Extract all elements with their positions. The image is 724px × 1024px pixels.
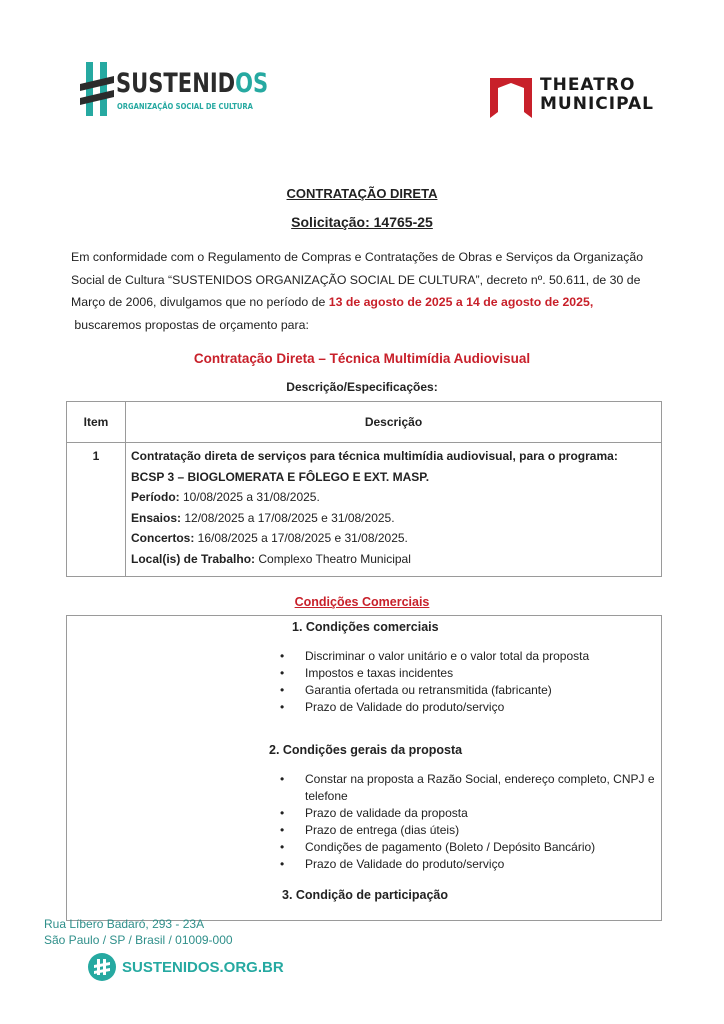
document-title: CONTRATAÇÃO DIRETA [286,186,438,201]
list-item: • Prazo de Validade do produto/serviço [280,699,640,716]
field-periodo: Período: 10/08/2025 a 31/08/2025. [131,490,320,505]
theatro-municipal-logo [490,72,660,122]
description-line1: Contratação direta de serviços para técnica multimídia audiovisual, para o programa: [131,449,618,463]
footer-address [44,916,233,948]
field-ensaios: Ensaios: 12/08/2025 a 17/08/2025 e 31/08/2025. [131,510,395,525]
conditions-title: Condições Comerciais [294,595,430,609]
theatro-line2: MUNICIPAL [540,94,654,114]
address-line2: São Paulo / SP / Brasil / 01009-000 [44,933,233,947]
list-item: • Prazo de validade da proposta [280,805,655,822]
sustenidos-wordmark: SUSTENIDOS [116,68,269,99]
service-subtitle: Contratação Direta – Técnica Multimídia Audiovisual [193,351,531,366]
section-heading-1: 1. Condições comerciais [292,620,439,634]
theatro-municipal-wordmark [540,76,654,114]
specification-table [66,401,662,577]
hash-circle-icon [88,953,116,981]
intro-closing: buscaremos propostas de orçamento para: [74,317,309,332]
list-item: • Impostos e taxas incidentes [280,665,640,682]
description-program: BCSP 3 – BIOGLOMERATA E FÔLEGO E EXT. MASP. [131,469,430,484]
section-heading-3: 3. Condição de participação [282,888,449,902]
list-item: • Condições de pagamento (Boleto / Depósito Bancário) [280,839,655,856]
field-concertos: Concertos: 16/08/2025 a 17/08/2025 e 31/08/2025. [131,531,408,546]
item-number: 1 [67,443,126,577]
section-1-list [280,648,640,716]
request-number: Solicitação: 14765-25 [291,214,433,230]
list-item: • Garantia ofertada ou retransmitida (fabricante) [280,682,640,699]
hash-logo-icon [80,62,116,118]
section-2-list [280,771,655,873]
theatro-line1: THEATRO [540,75,636,95]
list-item: • Prazo de entrega (dias úteis) [280,822,655,839]
footer-logo [88,953,284,983]
list-item: • Constar na proposta a Razão Social, endereço completo, CNPJ e telefone [280,771,655,805]
website-link[interactable]: SUSTENIDOS.ORG.BR [122,959,284,976]
item-description [126,443,662,577]
column-header-description: Descrição [126,402,662,443]
column-header-item: Item [67,402,126,443]
list-item: • Discriminar o valor unitário e o valor total da proposta [280,648,640,665]
table-header-row [67,402,662,443]
field-local: Local(is) de Trabalho: Complexo Theatro Municipal [131,551,411,566]
description-label: Descrição/Especificações: [286,380,438,394]
intro-text: Em conformidade com o Regulamento de Compras e Contratações de Obras e Serviços da Organização Social de Cultura “SUSTENIDOS ORGANIZAÇÃO SOCIAL DE CULTURA”, decreto nº. 50.611, de 30 de Março de 2006, divulgamos que no período de [71,250,644,309]
theatro-arch-icon [490,74,532,118]
intro-period: 13 de agosto de 2025 a 14 de agosto de 2025, [328,295,594,309]
table-row [67,443,662,577]
address-line1: Rua Líbero Badaró, 293 - 23A [44,917,205,931]
list-item: • Prazo de Validade do produto/serviço [280,856,655,873]
sustenidos-tagline: ORGANIZAÇÃO SOCIAL DE CULTURA [117,102,253,111]
sustenidos-logo [80,62,269,122]
conditions-box [66,615,662,921]
section-heading-2: 2. Condições gerais da proposta [269,743,463,757]
intro-paragraph [71,246,671,336]
